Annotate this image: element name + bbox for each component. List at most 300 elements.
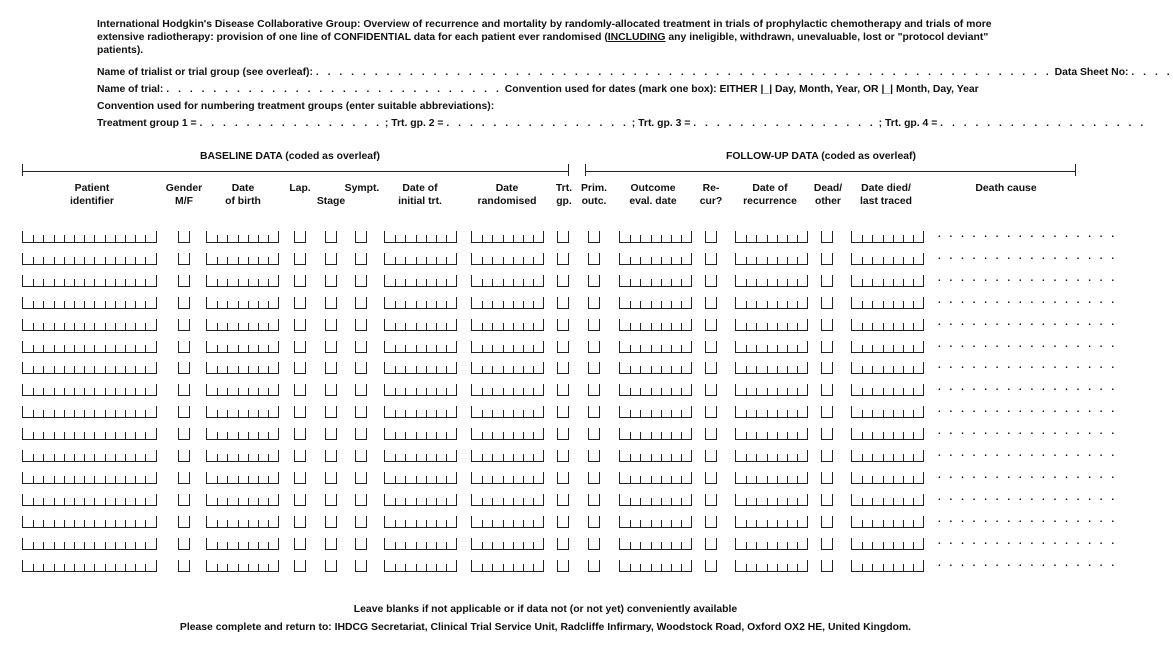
patient-id-boxes[interactable] [22, 516, 157, 528]
death-cause-field[interactable]: . . . . . . . . . . . . . . . . [938, 338, 1118, 350]
died-date-boxes[interactable] [851, 516, 924, 528]
prim-outc-box[interactable] [588, 384, 600, 396]
recurrence-date-boxes[interactable] [735, 319, 808, 331]
column-header-line2: other [815, 196, 841, 207]
stage-box[interactable] [325, 494, 337, 506]
recurrence-date-boxes[interactable] [735, 472, 808, 484]
group3-label: ; Trt. gp. 3 = [631, 118, 691, 129]
lap-box[interactable] [294, 516, 306, 528]
randomised-date-boxes[interactable] [471, 341, 544, 353]
gender-box[interactable] [178, 450, 190, 462]
sympt-box[interactable] [355, 560, 367, 572]
death-cause-field[interactable]: . . . . . . . . . . . . . . . . [938, 426, 1118, 438]
gender-box[interactable] [178, 384, 190, 396]
prim-outc-box[interactable] [588, 538, 600, 550]
death-cause-field[interactable]: . . . . . . . . . . . . . . . . [938, 229, 1118, 240]
dead-other-box[interactable] [821, 384, 833, 396]
recurrence-date-boxes[interactable] [735, 384, 808, 396]
group4-field[interactable]: . . . . . . . . . . . . . . . . . . [940, 118, 1147, 129]
died-date-boxes[interactable] [851, 319, 924, 331]
initial-trt-date-boxes[interactable] [384, 341, 457, 353]
prim-outc-box[interactable] [588, 428, 600, 440]
initial-trt-date-boxes[interactable] [384, 538, 457, 550]
died-date-boxes[interactable] [851, 341, 924, 353]
group4-label: ; Trt. gp. 4 = [878, 118, 938, 129]
gender-box[interactable] [178, 472, 190, 484]
dead-other-box[interactable] [821, 341, 833, 353]
lap-box[interactable] [294, 319, 306, 331]
patient-id-boxes[interactable] [22, 362, 157, 374]
lap-box[interactable] [294, 362, 306, 374]
birth-date-boxes[interactable] [206, 362, 279, 374]
dead-other-box[interactable] [821, 538, 833, 550]
stage-box[interactable] [325, 406, 337, 418]
recur-box[interactable] [705, 450, 717, 462]
patient-id-boxes[interactable] [22, 384, 157, 396]
death-cause-field[interactable]: . . . . . . . . . . . . . . . . [938, 250, 1118, 262]
followup-section-title: FOLLOW-UP DATA (coded as overleaf) [726, 151, 916, 162]
prim-outc-box[interactable] [588, 297, 600, 309]
randomised-date-boxes[interactable] [471, 384, 544, 396]
birth-date-boxes[interactable] [206, 319, 279, 331]
recur-box[interactable] [705, 362, 717, 374]
randomised-date-boxes[interactable] [471, 516, 544, 528]
trt-group-box[interactable] [557, 516, 569, 528]
gender-box[interactable] [178, 319, 190, 331]
initial-trt-date-boxes[interactable] [384, 560, 457, 572]
death-cause-field[interactable]: . . . . . . . . . . . . . . . . [938, 272, 1118, 284]
stage-box[interactable] [325, 297, 337, 309]
prim-outc-box[interactable] [588, 406, 600, 418]
randomised-date-boxes[interactable] [471, 472, 544, 484]
randomised-date-boxes[interactable] [471, 406, 544, 418]
outcome-date-boxes[interactable] [619, 538, 692, 550]
sympt-box[interactable] [355, 319, 367, 331]
recurrence-date-boxes[interactable] [735, 450, 808, 462]
prim-outc-box[interactable] [588, 341, 600, 353]
gender-box[interactable] [178, 494, 190, 506]
gender-box[interactable] [178, 253, 190, 265]
death-cause-field[interactable]: . . . . . . . . . . . . . . . . [938, 491, 1118, 503]
birth-date-boxes[interactable] [206, 428, 279, 440]
outcome-date-boxes[interactable] [619, 450, 692, 462]
patient-id-boxes[interactable] [22, 253, 157, 265]
trial-field[interactable]: . . . . . . . . . . . . . . . . . . . . . . . . . . . . . [166, 84, 502, 95]
group1-label: Treatment group 1 = [97, 118, 197, 129]
initial-trt-date-boxes[interactable] [384, 275, 457, 287]
randomised-date-boxes[interactable] [471, 538, 544, 550]
randomised-date-boxes[interactable] [471, 231, 544, 243]
sympt-box[interactable] [355, 428, 367, 440]
prim-outc-box[interactable] [588, 319, 600, 331]
died-date-boxes[interactable] [851, 297, 924, 309]
gender-box[interactable] [178, 231, 190, 243]
initial-trt-date-boxes[interactable] [384, 384, 457, 396]
column-header-line2: outc. [581, 196, 607, 207]
trt-group-box[interactable] [557, 253, 569, 265]
stage-box[interactable] [325, 319, 337, 331]
randomised-date-boxes[interactable] [471, 319, 544, 331]
dead-other-box[interactable] [821, 362, 833, 374]
birth-date-boxes[interactable] [206, 516, 279, 528]
gender-box[interactable] [178, 297, 190, 309]
stage-box[interactable] [325, 538, 337, 550]
stage-box[interactable] [325, 450, 337, 462]
prim-outc-box[interactable] [588, 472, 600, 484]
lap-box[interactable] [294, 384, 306, 396]
table-row [0, 338, 1118, 355]
stage-box[interactable] [325, 341, 337, 353]
stage-box[interactable] [325, 253, 337, 265]
table-row [0, 360, 1118, 376]
recur-box[interactable] [705, 275, 717, 287]
recur-box[interactable] [705, 341, 717, 353]
recurrence-date-boxes[interactable] [735, 428, 808, 440]
patient-id-boxes[interactable] [22, 428, 157, 440]
gender-box[interactable] [178, 275, 190, 287]
prim-outc-box[interactable] [588, 362, 600, 374]
patient-id-boxes[interactable] [22, 275, 157, 287]
birth-date-boxes[interactable] [206, 450, 279, 462]
dead-other-box[interactable] [821, 253, 833, 265]
lap-box[interactable] [294, 450, 306, 462]
baseline-section-title: BASELINE DATA (coded as overleaf) [200, 151, 380, 162]
recur-box[interactable] [705, 297, 717, 309]
dead-other-box[interactable] [821, 275, 833, 287]
table-row [0, 250, 1118, 267]
group3-field[interactable]: . . . . . . . . . . . . . . . . [693, 118, 876, 129]
stage-box[interactable] [325, 472, 337, 484]
trt-group-box[interactable] [557, 384, 569, 396]
died-date-boxes[interactable] [851, 275, 924, 287]
sympt-box[interactable] [355, 231, 367, 243]
recurrence-date-boxes[interactable] [735, 362, 808, 374]
gender-box[interactable] [178, 341, 190, 353]
lap-box[interactable] [294, 231, 306, 243]
initial-trt-date-boxes[interactable] [384, 253, 457, 265]
birth-date-boxes[interactable] [206, 560, 279, 572]
birth-date-boxes[interactable] [206, 231, 279, 243]
died-date-boxes[interactable] [851, 560, 924, 572]
stage-box[interactable] [325, 384, 337, 396]
patient-id-boxes[interactable] [22, 231, 157, 243]
patient-id-boxes[interactable] [22, 560, 157, 572]
dead-other-box[interactable] [821, 560, 833, 572]
stage-box[interactable] [325, 362, 337, 374]
numbering-label: Convention used for numbering treatment groups (enter suitable abbreviations): [97, 101, 495, 112]
gender-box[interactable] [178, 406, 190, 418]
dead-other-box[interactable] [821, 516, 833, 528]
randomised-date-boxes[interactable] [471, 428, 544, 440]
outcome-date-boxes[interactable] [619, 560, 692, 572]
died-date-boxes[interactable] [851, 231, 924, 243]
lap-box[interactable] [294, 494, 306, 506]
death-cause-field[interactable]: . . . . . . . . . . . . . . . . [938, 382, 1118, 394]
initial-trt-date-boxes[interactable] [384, 406, 457, 418]
recurrence-date-boxes[interactable] [735, 297, 808, 309]
group2-field[interactable]: . . . . . . . . . . . . . . . . [446, 118, 629, 129]
recur-box[interactable] [705, 516, 717, 528]
outcome-date-boxes[interactable] [619, 341, 692, 353]
column-header-line1: Lap. [289, 183, 311, 194]
initial-trt-date-boxes[interactable] [384, 428, 457, 440]
death-cause-field[interactable]: . . . . . . . . . . . . . . . . [938, 535, 1118, 547]
birth-date-boxes[interactable] [206, 253, 279, 265]
recurrence-date-boxes[interactable] [735, 406, 808, 418]
recur-box[interactable] [705, 319, 717, 331]
trt-group-box[interactable] [557, 319, 569, 331]
sympt-box[interactable] [355, 297, 367, 309]
randomised-date-boxes[interactable] [471, 362, 544, 374]
outcome-date-boxes[interactable] [619, 428, 692, 440]
trt-group-box[interactable] [557, 472, 569, 484]
recur-box[interactable] [705, 428, 717, 440]
prim-outc-box[interactable] [588, 450, 600, 462]
sympt-box[interactable] [355, 384, 367, 396]
initial-trt-date-boxes[interactable] [384, 231, 457, 243]
patient-id-boxes[interactable] [22, 406, 157, 418]
died-date-boxes[interactable] [851, 362, 924, 374]
group1-field[interactable]: . . . . . . . . . . . . . . . . [199, 118, 382, 129]
died-date-boxes[interactable] [851, 253, 924, 265]
death-cause-field[interactable]: . . . . . . . . . . . . . . . . [938, 360, 1118, 372]
trt-group-box[interactable] [557, 428, 569, 440]
column-header-line2: cur? [699, 196, 723, 207]
column-header-line1: Gender [165, 183, 203, 194]
sympt-box[interactable] [355, 275, 367, 287]
randomised-date-boxes[interactable] [471, 297, 544, 309]
lap-box[interactable] [294, 560, 306, 572]
column-header-line2: M/F [175, 196, 193, 207]
stage-box[interactable] [325, 560, 337, 572]
lap-box[interactable] [294, 253, 306, 265]
outcome-date-boxes[interactable] [619, 406, 692, 418]
patient-id-boxes[interactable] [22, 341, 157, 353]
recurrence-date-boxes[interactable] [735, 494, 808, 506]
outcome-date-boxes[interactable] [619, 253, 692, 265]
lap-box[interactable] [294, 406, 306, 418]
dead-other-box[interactable] [821, 406, 833, 418]
trt-group-box[interactable] [557, 341, 569, 353]
recurrence-date-boxes[interactable] [735, 560, 808, 572]
trialist-label: Name of trialist or trial group (see overleaf): [97, 67, 313, 78]
trt-group-box[interactable] [557, 406, 569, 418]
column-header-line1: Sympt. [344, 183, 380, 194]
outcome-date-boxes[interactable] [619, 472, 692, 484]
outcome-date-boxes[interactable] [619, 494, 692, 506]
recur-box[interactable] [705, 231, 717, 243]
recur-box[interactable] [705, 253, 717, 265]
trialist-field[interactable]: . . . . . . . . . . . . . . . . . . . . . . . . . . . . . . . . . . . . . . . . . . . . . . . . . . . . . . . . . . . . . . . [315, 67, 1052, 78]
randomised-date-boxes[interactable] [471, 560, 544, 572]
death-cause-field[interactable]: . . . . . . . . . . . . . . . . [938, 469, 1118, 481]
died-date-boxes[interactable] [851, 428, 924, 440]
outcome-date-boxes[interactable] [619, 275, 692, 287]
gender-box[interactable] [178, 560, 190, 572]
initial-trt-date-boxes[interactable] [384, 319, 457, 331]
prim-outc-box[interactable] [588, 275, 600, 287]
date-convention-label: Convention used for dates (mark one box): EITHER [504, 84, 758, 95]
died-date-boxes[interactable] [851, 406, 924, 418]
recurrence-date-boxes[interactable] [735, 516, 808, 528]
treatment-groups-line [97, 118, 1146, 129]
initial-trt-date-boxes[interactable] [384, 362, 457, 374]
trt-group-box[interactable] [557, 538, 569, 550]
initial-trt-date-boxes[interactable] [384, 450, 457, 462]
initial-trt-date-boxes[interactable] [384, 494, 457, 506]
recurrence-date-boxes[interactable] [735, 341, 808, 353]
randomised-date-boxes[interactable] [471, 450, 544, 462]
stage-box[interactable] [325, 516, 337, 528]
patient-id-boxes[interactable] [22, 319, 157, 331]
column-header-line2: identifier [70, 196, 114, 207]
lap-box[interactable] [294, 297, 306, 309]
date-checkbox-mdy[interactable]: |_| [881, 84, 894, 95]
outcome-date-boxes[interactable] [619, 384, 692, 396]
randomised-date-boxes[interactable] [471, 275, 544, 287]
gender-box[interactable] [178, 428, 190, 440]
group2-label: ; Trt. gp. 2 = [384, 118, 444, 129]
died-date-boxes[interactable] [851, 494, 924, 506]
lap-box[interactable] [294, 275, 306, 287]
dead-other-box[interactable] [821, 231, 833, 243]
trt-group-box[interactable] [557, 494, 569, 506]
sympt-box[interactable] [355, 494, 367, 506]
table-row [0, 229, 1118, 245]
birth-date-boxes[interactable] [206, 406, 279, 418]
death-cause-field[interactable]: . . . . . . . . . . . . . . . . [938, 557, 1118, 569]
outcome-date-boxes[interactable] [619, 362, 692, 374]
sympt-box[interactable] [355, 253, 367, 265]
patient-id-boxes[interactable] [22, 297, 157, 309]
prim-outc-box[interactable] [588, 231, 600, 243]
died-date-boxes[interactable] [851, 538, 924, 550]
patient-id-boxes[interactable] [22, 538, 157, 550]
death-cause-field[interactable]: . . . . . . . . . . . . . . . . [938, 448, 1118, 459]
recur-box[interactable] [705, 494, 717, 506]
intro-text-before: International Hodgkin's Disease Collaborative Group: Overview of recurrence and mortality by randomly-allocated treatment in trials of prophylactic chemotherapy and trials of more extensive radiotherapy: provision of one line of CONFIDENTIAL data for each patient ever randomised ( [97, 19, 992, 43]
gender-box[interactable] [178, 362, 190, 374]
death-cause-field[interactable]: . . . . . . . . . . . . . . . . [938, 316, 1118, 328]
sympt-box[interactable] [355, 472, 367, 484]
birth-date-boxes[interactable] [206, 341, 279, 353]
stage-box[interactable] [325, 231, 337, 243]
patient-id-boxes[interactable] [22, 472, 157, 484]
patient-id-boxes[interactable] [22, 494, 157, 506]
dead-other-box[interactable] [821, 450, 833, 462]
followup-bracket-right [1075, 164, 1076, 176]
dead-other-box[interactable] [821, 494, 833, 506]
data-sheet-field[interactable]: . . . . [1131, 67, 1173, 78]
death-cause-field[interactable]: . . . . . . . . . . . . . . . . [938, 513, 1118, 525]
patient-id-boxes[interactable] [22, 450, 157, 462]
trt-group-box[interactable] [557, 275, 569, 287]
initial-trt-date-boxes[interactable] [384, 297, 457, 309]
recur-box[interactable] [705, 538, 717, 550]
recur-box[interactable] [705, 472, 717, 484]
column-header-line2: Stage [316, 196, 346, 207]
trt-group-box[interactable] [557, 362, 569, 374]
trt-group-box[interactable] [557, 560, 569, 572]
died-date-boxes[interactable] [851, 472, 924, 484]
recurrence-date-boxes[interactable] [735, 275, 808, 287]
sympt-box[interactable] [355, 516, 367, 528]
trialist-line [97, 67, 1173, 78]
prim-outc-box[interactable] [588, 494, 600, 506]
prim-outc-box[interactable] [588, 560, 600, 572]
column-header-line1: Re- [702, 183, 720, 194]
birth-date-boxes[interactable] [206, 384, 279, 396]
died-date-boxes[interactable] [851, 450, 924, 462]
outcome-date-boxes[interactable] [619, 516, 692, 528]
sympt-box[interactable] [355, 450, 367, 462]
recurrence-date-boxes[interactable] [735, 231, 808, 243]
birth-date-boxes[interactable] [206, 275, 279, 287]
recurrence-date-boxes[interactable] [735, 538, 808, 550]
lap-box[interactable] [294, 341, 306, 353]
outcome-date-boxes[interactable] [619, 231, 692, 243]
death-cause-field[interactable]: . . . . . . . . . . . . . . . . [938, 294, 1118, 306]
lap-box[interactable] [294, 472, 306, 484]
randomised-date-boxes[interactable] [471, 494, 544, 506]
lap-box[interactable] [294, 428, 306, 440]
date-checkbox-dmy[interactable]: |_| [760, 84, 773, 95]
birth-date-boxes[interactable] [206, 494, 279, 506]
column-header-line2: gp. [556, 196, 572, 207]
trt-group-box[interactable] [557, 297, 569, 309]
died-date-boxes[interactable] [851, 384, 924, 396]
stage-box[interactable] [325, 428, 337, 440]
sympt-box[interactable] [355, 341, 367, 353]
lap-box[interactable] [294, 538, 306, 550]
death-cause-field[interactable]: . . . . . . . . . . . . . . . . [938, 404, 1118, 416]
sympt-box[interactable] [355, 362, 367, 374]
sympt-box[interactable] [355, 406, 367, 418]
column-header-line1: Trt. [555, 183, 573, 194]
data-sheet-label: Data Sheet No: [1054, 67, 1129, 78]
birth-date-boxes[interactable] [206, 538, 279, 550]
gender-box[interactable] [178, 538, 190, 550]
dead-other-box[interactable] [821, 428, 833, 440]
prim-outc-box[interactable] [588, 253, 600, 265]
dead-other-box[interactable] [821, 297, 833, 309]
stage-box[interactable] [325, 275, 337, 287]
initial-trt-date-boxes[interactable] [384, 516, 457, 528]
recur-box[interactable] [705, 384, 717, 396]
column-header-line1: Dead/ [813, 183, 843, 194]
dead-other-box[interactable] [821, 319, 833, 331]
birth-date-boxes[interactable] [206, 297, 279, 309]
dead-other-box[interactable] [821, 472, 833, 484]
gender-box[interactable] [178, 516, 190, 528]
recurrence-date-boxes[interactable] [735, 253, 808, 265]
randomised-date-boxes[interactable] [471, 253, 544, 265]
outcome-date-boxes[interactable] [619, 297, 692, 309]
initial-trt-date-boxes[interactable] [384, 472, 457, 484]
outcome-date-boxes[interactable] [619, 319, 692, 331]
column-header-line1: Death cause [975, 183, 1037, 194]
trt-group-box[interactable] [557, 231, 569, 243]
birth-date-boxes[interactable] [206, 472, 279, 484]
table-row [0, 404, 1118, 420]
trt-group-box[interactable] [557, 450, 569, 462]
table-row [0, 535, 1118, 552]
recur-box[interactable] [705, 406, 717, 418]
column-header-line2: of birth [225, 196, 261, 207]
sympt-box[interactable] [355, 538, 367, 550]
prim-outc-box[interactable] [588, 516, 600, 528]
recur-box[interactable] [705, 560, 717, 572]
